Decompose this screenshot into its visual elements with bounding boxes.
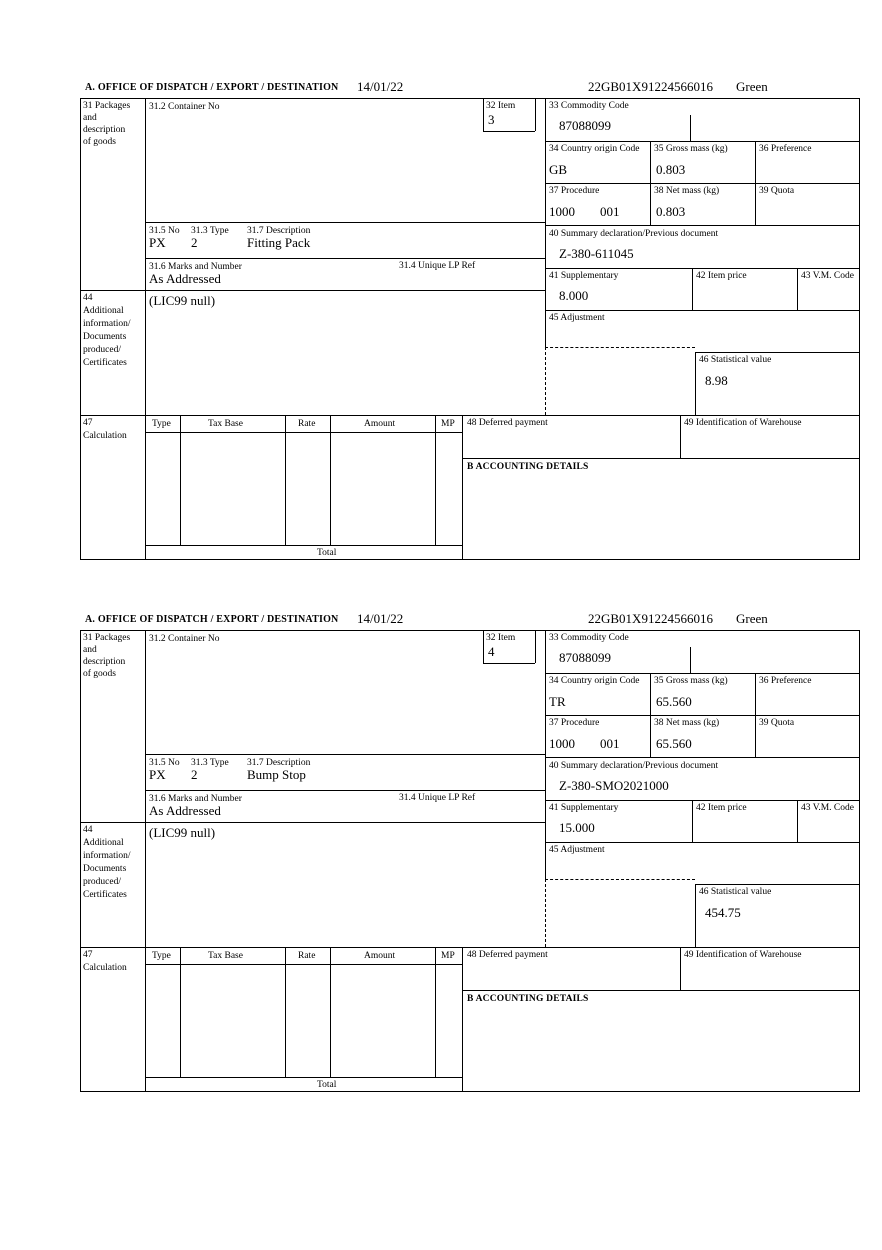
- box31-label: 31 Packages: [83, 101, 131, 111]
- grid-line-dashed: [545, 879, 695, 880]
- grid-line: [80, 822, 545, 823]
- item-number-value: 3: [488, 112, 495, 127]
- grid-line: [755, 141, 756, 225]
- procedure-value: 1000: [549, 204, 575, 219]
- gross-mass-label: 35 Gross mass (kg): [654, 676, 728, 686]
- grid-line-dashed: [545, 879, 546, 947]
- item-price-label: 42 Item price: [696, 271, 747, 281]
- grid-line: [145, 1077, 462, 1078]
- grid-line: [535, 630, 536, 663]
- package-type-value: 2: [191, 235, 198, 250]
- grid-line: [145, 98, 146, 560]
- summary-declaration-label: 40 Summary declaration/Previous document: [549, 229, 719, 239]
- statistical-value: 8.98: [705, 373, 728, 388]
- supplementary-label: 41 Supplementary: [549, 271, 619, 281]
- grid-line: [145, 222, 545, 223]
- grid-line: [797, 268, 798, 310]
- quota-label: 39 Quota: [759, 186, 795, 196]
- previous-document-value: Z-380-SMO2021000: [559, 778, 669, 793]
- vm-code-label: 43 V.M. Code: [801, 271, 854, 281]
- box47-label: Calculation: [83, 431, 127, 441]
- commodity-code-tick: [690, 115, 691, 141]
- routing-status: Green: [736, 79, 768, 94]
- grid-line: [545, 715, 860, 716]
- grid-line: [755, 673, 756, 757]
- country-origin-label: 34 Country origin Code: [549, 144, 640, 154]
- routing-status: Green: [736, 611, 768, 626]
- grid-line: [145, 432, 462, 433]
- goods-description-value: Fitting Pack: [247, 235, 311, 250]
- calc-header-mp: MP: [441, 951, 455, 961]
- grid-line: [483, 98, 484, 131]
- grid-line: [145, 964, 462, 965]
- unique-lp-ref-label: 31.4 Unique LP Ref: [399, 261, 476, 271]
- item-number-value: 4: [488, 644, 495, 659]
- grid-line: [285, 947, 286, 1077]
- commodity-code-label: 33 Commodity Code: [549, 633, 629, 643]
- accounting-details-label: B ACCOUNTING DETAILS: [467, 994, 589, 1004]
- grid-line: [692, 800, 693, 842]
- grid-line-dashed: [545, 347, 695, 348]
- grid-line: [180, 415, 181, 545]
- box44-label: produced/: [83, 877, 121, 887]
- marks-label: 31.6 Marks and Number: [149, 262, 242, 272]
- procedure-label: 37 Procedure: [549, 718, 600, 728]
- box31-label: 31 Packages: [83, 633, 131, 643]
- preference-label: 36 Preference: [759, 144, 812, 154]
- customs-declaration-section: [0, 612, 882, 1144]
- item-label: 32 Item: [486, 633, 516, 643]
- supplementary-label: 41 Supplementary: [549, 803, 619, 813]
- grid-line: [545, 141, 860, 142]
- grid-line: [545, 757, 860, 758]
- office-of-dispatch-label: A. OFFICE OF DISPATCH / EXPORT / DESTINATION: [85, 614, 339, 625]
- grid-line: [545, 673, 860, 674]
- dispatch-date: 14/01/22: [357, 79, 404, 94]
- adjustment-label: 45 Adjustment: [549, 845, 605, 855]
- net-mass-label: 38 Net mass (kg): [654, 186, 720, 196]
- calc-header-mp: MP: [441, 419, 455, 429]
- grid-line-dashed: [545, 347, 546, 415]
- gross-mass-label: 35 Gross mass (kg): [654, 144, 728, 154]
- deferred-payment-label: 48 Deferred payment: [467, 418, 548, 428]
- grid-line: [180, 947, 181, 1077]
- summary-declaration-label: 40 Summary declaration/Previous document: [549, 761, 719, 771]
- grid-line: [483, 663, 535, 664]
- grid-line: [285, 415, 286, 545]
- grid-line: [80, 947, 860, 948]
- grid-line: [680, 415, 681, 458]
- grid-line: [483, 630, 484, 663]
- calc-header-rate: Rate: [298, 419, 316, 429]
- grid-line: [462, 458, 860, 459]
- grid-line: [80, 290, 545, 291]
- procedure-second-value: 001: [600, 204, 620, 219]
- customs-declaration-section: [0, 80, 882, 612]
- commodity-code-value: 87088099: [559, 650, 611, 665]
- goods-description-value: Bump Stop: [247, 767, 306, 782]
- box44-label: information/: [83, 851, 131, 861]
- box31-label: description: [83, 125, 126, 135]
- grid-line: [797, 800, 798, 842]
- grid-line: [145, 790, 545, 791]
- grid-line: [145, 754, 545, 755]
- office-of-dispatch-label: A. OFFICE OF DISPATCH / EXPORT / DESTINATION: [85, 82, 339, 93]
- box44-label: Documents: [83, 864, 127, 874]
- container-no-label: 31.2 Container No: [149, 102, 220, 112]
- package-no-value: PX: [149, 235, 166, 250]
- procedure-second-value: 001: [600, 736, 620, 751]
- marks-label: 31.6 Marks and Number: [149, 794, 242, 804]
- grid-line: [145, 545, 462, 546]
- package-no-value: PX: [149, 767, 166, 782]
- grid-line: [695, 352, 860, 353]
- package-type-value: 2: [191, 767, 198, 782]
- calc-header-type: Type: [152, 419, 171, 429]
- box44-label: Documents: [83, 332, 127, 342]
- box44-label: Additional: [83, 306, 124, 316]
- box44-label: information/: [83, 319, 131, 329]
- item-price-label: 42 Item price: [696, 803, 747, 813]
- net-mass-value: 0.803: [656, 204, 686, 219]
- commodity-code-tick: [690, 647, 691, 673]
- additional-information-value: (LIC99 null): [149, 825, 216, 840]
- calc-header-type: Type: [152, 951, 171, 961]
- calc-header-tax-base: Tax Base: [208, 951, 243, 961]
- description-label: 31.7 Description: [247, 226, 311, 236]
- net-mass-label: 38 Net mass (kg): [654, 718, 720, 728]
- grid-line: [695, 884, 860, 885]
- procedure-value: 1000: [549, 736, 575, 751]
- form-outline: [80, 98, 860, 560]
- box44-label: Additional: [83, 838, 124, 848]
- declaration-reference: 22GB01X91224566016: [588, 611, 713, 626]
- grid-line: [145, 630, 146, 1092]
- grid-line: [483, 131, 535, 132]
- additional-information-value: (LIC99 null): [149, 293, 216, 308]
- adjustment-label: 45 Adjustment: [549, 313, 605, 323]
- quota-label: 39 Quota: [759, 718, 795, 728]
- description-label: 31.7 Description: [247, 758, 311, 768]
- grid-line: [545, 842, 860, 843]
- grid-line: [535, 98, 536, 131]
- gross-mass-value: 0.803: [656, 162, 686, 177]
- previous-document-value: Z-380-611045: [559, 246, 634, 261]
- unique-lp-ref-label: 31.4 Unique LP Ref: [399, 793, 476, 803]
- package-no-label: 31.5 No: [149, 758, 180, 768]
- grid-line: [330, 947, 331, 1077]
- statistical-value-label: 46 Statistical value: [699, 887, 772, 897]
- gross-mass-value: 65.560: [656, 694, 692, 709]
- grid-line: [545, 268, 860, 269]
- grid-line: [462, 947, 463, 1092]
- package-type-label: 31.3 Type: [191, 226, 229, 236]
- box44-label: Certificates: [83, 358, 127, 368]
- declaration-reference: 22GB01X91224566016: [588, 79, 713, 94]
- supplementary-value: 8.000: [559, 288, 589, 303]
- grid-line: [545, 225, 860, 226]
- grid-line: [680, 947, 681, 990]
- calc-header-tax-base: Tax Base: [208, 419, 243, 429]
- total-label: Total: [317, 1080, 337, 1090]
- warehouse-id-label: 49 Identification of Warehouse: [684, 950, 802, 960]
- box47-label: 47: [83, 418, 93, 428]
- dispatch-date: 14/01/22: [357, 611, 404, 626]
- marks-value: As Addressed: [149, 803, 221, 818]
- box47-label: Calculation: [83, 963, 127, 973]
- box44-label: 44: [83, 293, 93, 303]
- grid-line: [462, 415, 463, 560]
- country-origin-value: GB: [549, 162, 568, 177]
- statistical-value: 454.75: [705, 905, 741, 920]
- grid-line: [695, 352, 696, 415]
- box47-label: 47: [83, 950, 93, 960]
- grid-line: [650, 141, 651, 225]
- calc-header-amount: Amount: [364, 419, 396, 429]
- grid-line: [545, 183, 860, 184]
- vm-code-label: 43 V.M. Code: [801, 803, 854, 813]
- procedure-label: 37 Procedure: [549, 186, 600, 196]
- accounting-details-label: B ACCOUNTING DETAILS: [467, 462, 589, 472]
- form-outline: [80, 630, 860, 1092]
- box31-label: and: [83, 645, 97, 655]
- calc-header-rate: Rate: [298, 951, 316, 961]
- calc-header-amount: Amount: [364, 951, 396, 961]
- grid-line: [330, 415, 331, 545]
- grid-line: [692, 268, 693, 310]
- country-origin-value: TR: [549, 694, 566, 709]
- deferred-payment-label: 48 Deferred payment: [467, 950, 548, 960]
- supplementary-value: 15.000: [559, 820, 595, 835]
- grid-line: [545, 310, 860, 311]
- item-label: 32 Item: [486, 101, 516, 111]
- grid-line: [650, 673, 651, 757]
- box44-label: Certificates: [83, 890, 127, 900]
- statistical-value-label: 46 Statistical value: [699, 355, 772, 365]
- grid-line: [435, 415, 436, 545]
- warehouse-id-label: 49 Identification of Warehouse: [684, 418, 802, 428]
- commodity-code-label: 33 Commodity Code: [549, 101, 629, 111]
- box31-label: description: [83, 657, 126, 667]
- grid-line: [145, 258, 545, 259]
- container-no-label: 31.2 Container No: [149, 634, 220, 644]
- preference-label: 36 Preference: [759, 676, 812, 686]
- grid-line: [695, 884, 696, 947]
- country-origin-label: 34 Country origin Code: [549, 676, 640, 686]
- box31-label: of goods: [83, 669, 116, 679]
- box44-label: 44: [83, 825, 93, 835]
- grid-line: [435, 947, 436, 1077]
- grid-line: [545, 800, 860, 801]
- net-mass-value: 65.560: [656, 736, 692, 751]
- package-no-label: 31.5 No: [149, 226, 180, 236]
- commodity-code-value: 87088099: [559, 118, 611, 133]
- grid-line: [80, 415, 860, 416]
- grid-line: [462, 990, 860, 991]
- box31-label: of goods: [83, 137, 116, 147]
- box31-label: and: [83, 113, 97, 123]
- marks-value: As Addressed: [149, 271, 221, 286]
- total-label: Total: [317, 548, 337, 558]
- box44-label: produced/: [83, 345, 121, 355]
- package-type-label: 31.3 Type: [191, 758, 229, 768]
